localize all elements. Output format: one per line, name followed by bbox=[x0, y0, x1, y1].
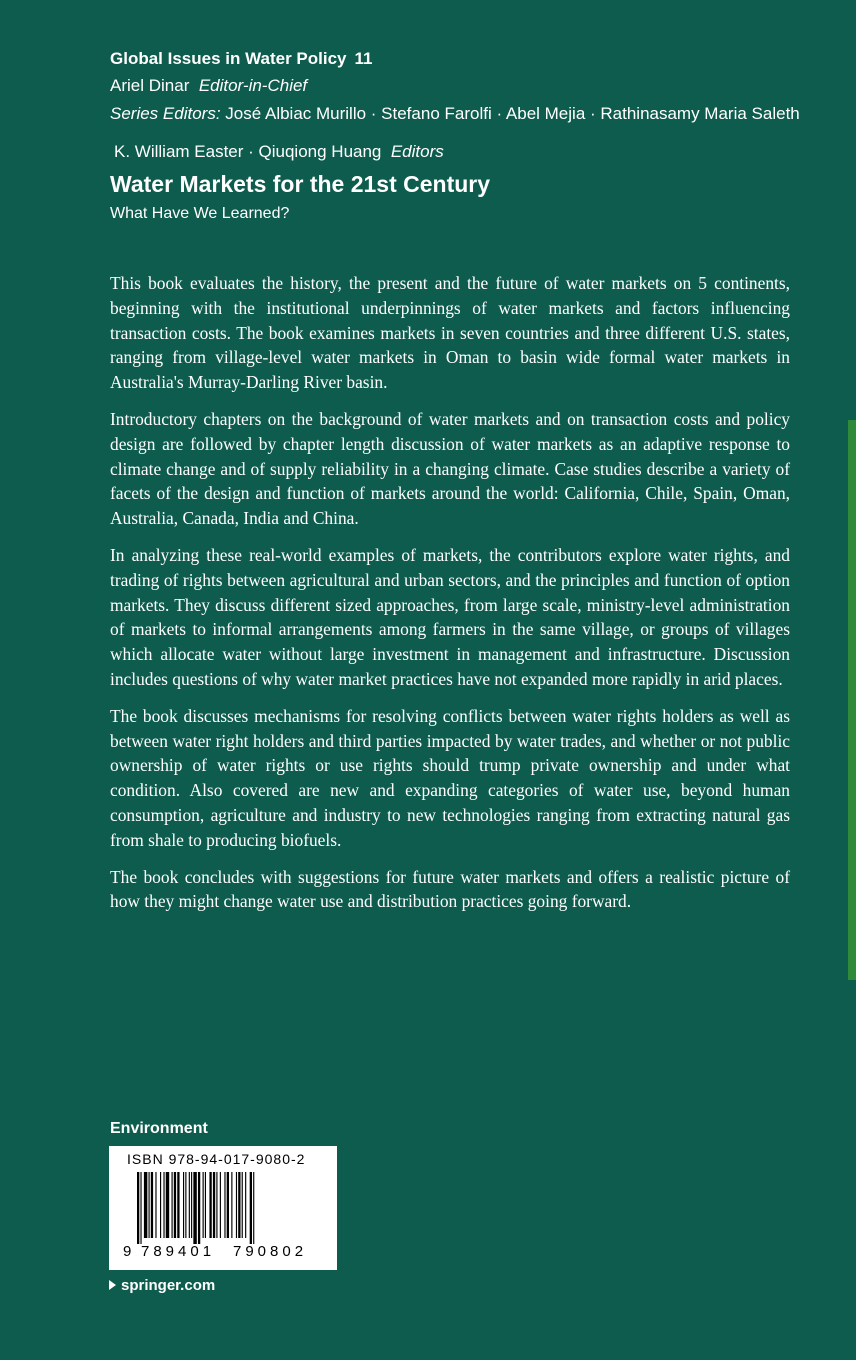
barcode-bar bbox=[177, 1172, 179, 1238]
barcode-bar bbox=[185, 1172, 186, 1238]
book-description bbox=[110, 271, 790, 926]
barcode-bar bbox=[151, 1172, 153, 1238]
ean-left-group: 789401 bbox=[141, 1243, 216, 1260]
barcode-bar bbox=[224, 1172, 225, 1238]
barcode-bar bbox=[213, 1172, 215, 1238]
barcode-bar bbox=[253, 1172, 254, 1244]
barcode-bar bbox=[140, 1172, 141, 1244]
barcode-bar bbox=[236, 1172, 237, 1238]
isbn-barcode bbox=[109, 1146, 337, 1270]
series-editors-label: Series Editors: bbox=[110, 104, 221, 123]
description-paragraph: In analyzing these real-world examples of markets, the contributors explore water rights, and trading of rights between agricultural and urban sectors, and the principles and function of option markets. They discuss different sized approaches, from large scale, ministry-level administration of markets to informal arrangements among farmers in the same village, or groups of villages which allocate water without large investment in management and infrastructure. Discussion includes questions of why water market practices have not expanded more rapidly in arid places. bbox=[110, 544, 790, 689]
barcode-bar bbox=[144, 1172, 147, 1238]
barcode-bar bbox=[203, 1172, 204, 1238]
series-name: Global Issues in Water Policy bbox=[110, 49, 347, 68]
barcode-bars bbox=[137, 1172, 317, 1244]
ean-first-digit: 9 bbox=[123, 1243, 132, 1260]
series-header bbox=[110, 46, 810, 128]
series-editors-names: José Albiac Murillo · Stefano Farolfi · Abel Mejia · Rathinasamy Maria Saleth bbox=[225, 104, 800, 123]
barcode-bar bbox=[250, 1172, 252, 1244]
barcode-bar bbox=[189, 1172, 190, 1238]
barcode-bar bbox=[245, 1172, 246, 1238]
arrow-right-icon bbox=[109, 1280, 116, 1290]
barcode-bar bbox=[166, 1172, 169, 1238]
series-editors-line bbox=[110, 100, 810, 128]
book-title: Water Markets for the 21st Century bbox=[110, 171, 491, 197]
isbn-label: ISBN 978-94-017-9080-2 bbox=[127, 1151, 306, 1167]
barcode-bar bbox=[205, 1172, 206, 1238]
barcode-bar bbox=[242, 1172, 243, 1238]
book-editors-role: Editors bbox=[390, 142, 444, 161]
ean-right-group: 790802 bbox=[233, 1243, 308, 1260]
barcode-bar bbox=[209, 1172, 211, 1238]
barcode-bar bbox=[231, 1172, 232, 1238]
series-volume: 11 bbox=[354, 49, 373, 68]
subject-category: Environment bbox=[110, 1120, 208, 1137]
barcode-bar bbox=[163, 1172, 164, 1238]
barcode-bar bbox=[198, 1172, 200, 1244]
barcode-bar bbox=[238, 1172, 240, 1238]
publisher-label: springer.com bbox=[121, 1277, 216, 1294]
book-subtitle: What Have We Learned? bbox=[110, 205, 290, 222]
book-editors-names: K. William Easter · Qiuqiong Huang bbox=[114, 142, 382, 161]
barcode-bar bbox=[172, 1172, 173, 1238]
barcode-bar bbox=[137, 1172, 139, 1244]
book-editors bbox=[114, 139, 444, 165]
barcode-bar bbox=[216, 1172, 217, 1238]
barcode-bar bbox=[227, 1172, 229, 1238]
editor-in-chief-role: Editor-in-Chief bbox=[198, 76, 308, 95]
barcode-bar bbox=[155, 1172, 156, 1238]
publisher-link[interactable] bbox=[109, 1276, 215, 1296]
barcode-bar bbox=[183, 1172, 184, 1238]
series-title bbox=[110, 46, 810, 72]
barcode-bar bbox=[149, 1172, 150, 1238]
barcode-bar bbox=[191, 1172, 192, 1238]
barcode-bar bbox=[193, 1172, 196, 1244]
spine-accent-strip bbox=[848, 420, 856, 980]
editor-in-chief-name: Ariel Dinar bbox=[110, 76, 190, 95]
description-paragraph: The book discusses mechanisms for resolving conflicts between water rights holders as well as between water right holders and third parties impacted by water trades, and whether or not public ownership of water rights or use rights should trump private ownership and under what condition. Also covered are new and expanding categories of water use, beyond human consumption, agriculture and industry to new technologies ranging from extracting natural gas from shale to producing biofuels. bbox=[110, 705, 790, 850]
description-paragraph: This book evaluates the history, the present and the future of water markets on 5 continents, beginning with the institutional underpinnings of water markets and factors influencing transaction costs. The book examines markets in seven countries and three different U.S. states, ranging from village-level water markets in Oman to basin wide formal water markets in Australia's Murray-Darling River basin. bbox=[110, 273, 790, 393]
description-paragraph: Introductory chapters on the background of water markets and on transaction costs and policy design are followed by chapter length discussion of water markets as an adaptive response to climate change and of supply reliability in a changing climate. Case studies describe a variety of facets of the design and function of markets around the world: California, Chile, Spain, Oman, Australia, Canada, India and China. bbox=[110, 408, 790, 529]
barcode-bar bbox=[220, 1172, 221, 1238]
barcode-bar bbox=[160, 1172, 161, 1238]
barcode-bar bbox=[174, 1172, 176, 1238]
editor-in-chief-line bbox=[110, 72, 810, 100]
description-paragraph: The book concludes with suggestions for future water markets and offers a realistic picture of how they might change water use and distribution practices going forward. bbox=[110, 866, 790, 912]
